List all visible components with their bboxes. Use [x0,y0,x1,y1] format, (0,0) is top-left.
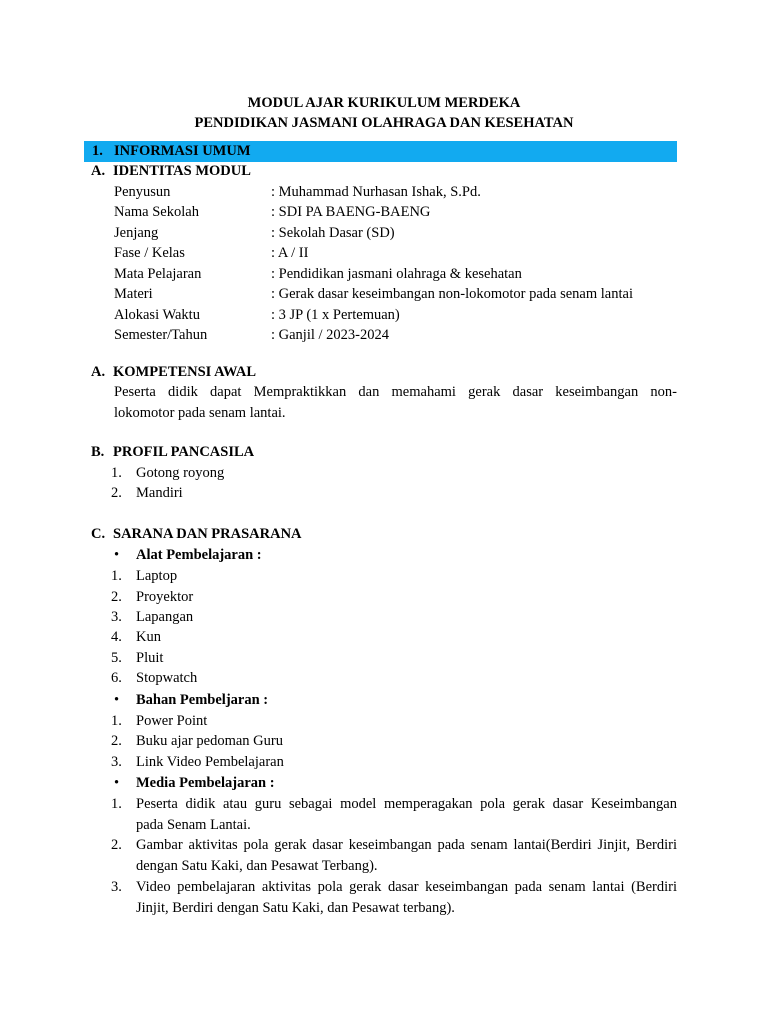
section-label: INFORMASI UMUM [114,143,251,159]
heading-kompetensi-awal: A. KOMPETENSI AWAL [91,364,257,380]
bullet-icon: • [114,775,120,791]
identity-row-materi: Materi : Gerak dasar keseimbangan non-lokomotor pada senam lantai [114,286,633,302]
identity-row-fase-kelas: Fase / Kelas : A / II [114,245,309,261]
identity-row-semester-tahun: Semester/Tahun : Ganjil / 2023-2024 [114,327,390,343]
heading-sarana-prasarana: C. SARANA DAN PRASARANA [91,526,302,542]
bullet-icon: • [114,692,120,708]
document-page: MODUL AJAR KURIKULUM MERDEKA PENDIDIKAN JASMANI OLAHRAGA DAN KESEHATAN 1. INFORMASI UMUM A. IDENTITAS MODUL Penyusun : Muhammad Nurhasan Ishak, S.Pd. Nama Sekolah : SDI PA BAENG-BAENG Jenjang : Sekolah Dasar (SD) Fase / Kelas : A / II Mata Pelajaran : Pendidikan jasmani olahraga & kesehatan Materi : Gerak dasar keseimbangan non-lokomotor pada senam lantai Alokasi Waktu : 3 JP (1 x Pertemuan) Semester/Tahun : Ganjil / 2023-2024 A. KOMPETENSI AWAL Peserta didik dapat Mempraktikkan dan memahami gerak dasar keseimbangan non- lokomotor pada senam lantai. B. PROFIL PANCASILA 1. Gotong royong 2. Mandiri C. SARANA DAN PRASARANA • Alat Pembelajaran : 1. Laptop 2. Proyektor 3. Lapangan 4. Kun 5. Pluit 6. Stopwatch • Bahan Pembeljaran : 1. Power Point 2. Buku ajar pedoman Guru 3. Link Video Pembelajaran • Media Pembelajaran : 1. Peserta didik atau guru sebagai model memperagakan pola gerak dasar Keseimbangan pada Senam Lantai. 2. Gambar aktivitas pola gerak dasar keseimbangan pada senam lantai(Berdiri Jinjit, Berdiri dengan Satu Kaki, dan Pesawat Terbang). 3. Video pembelajaran aktivitas pola gerak dasar keseimbangan pada senam lantai (Berdiri Jinjit, Berdiri dengan Satu Kaki, dan Pesawat terbang). [0,0,768,1024]
title-line-1: MODUL AJAR KURIKULUM MERDEKA [247,95,521,111]
document-title [0,93,768,133]
kompetensi-paragraph [114,382,677,423]
identity-row-jenjang: Jenjang : Sekolah Dasar (SD) [114,225,395,241]
heading-profil-pancasila: B. PROFIL PANCASILA [91,444,255,460]
kompetensi-line-1: Peserta didik dapat Mempraktikkan dan memahami gerak dasar keseimbangan non- [114,384,677,400]
bullet-icon: • [114,547,120,563]
identity-row-nama-sekolah: Nama Sekolah : SDI PA BAENG-BAENG [114,204,431,220]
identity-row-penyusun: Penyusun : Muhammad Nurhasan Ishak, S.Pd. [114,184,481,200]
identity-row-mata-pelajaran: Mata Pelajaran : Pendidikan jasmani olahraga & kesehatan [114,266,522,282]
section-header-informasi-umum [84,141,677,162]
section-number: 1. [92,143,103,159]
title-line-2: PENDIDIKAN JASMANI OLAHRAGA DAN KESEHATAN [194,115,574,131]
kompetensi-line-2: lokomotor pada senam lantai. [114,404,286,421]
identity-row-alokasi-waktu: Alokasi Waktu : 3 JP (1 x Pertemuan) [114,307,400,323]
heading-identitas-modul: A. IDENTITAS MODUL [91,163,251,179]
